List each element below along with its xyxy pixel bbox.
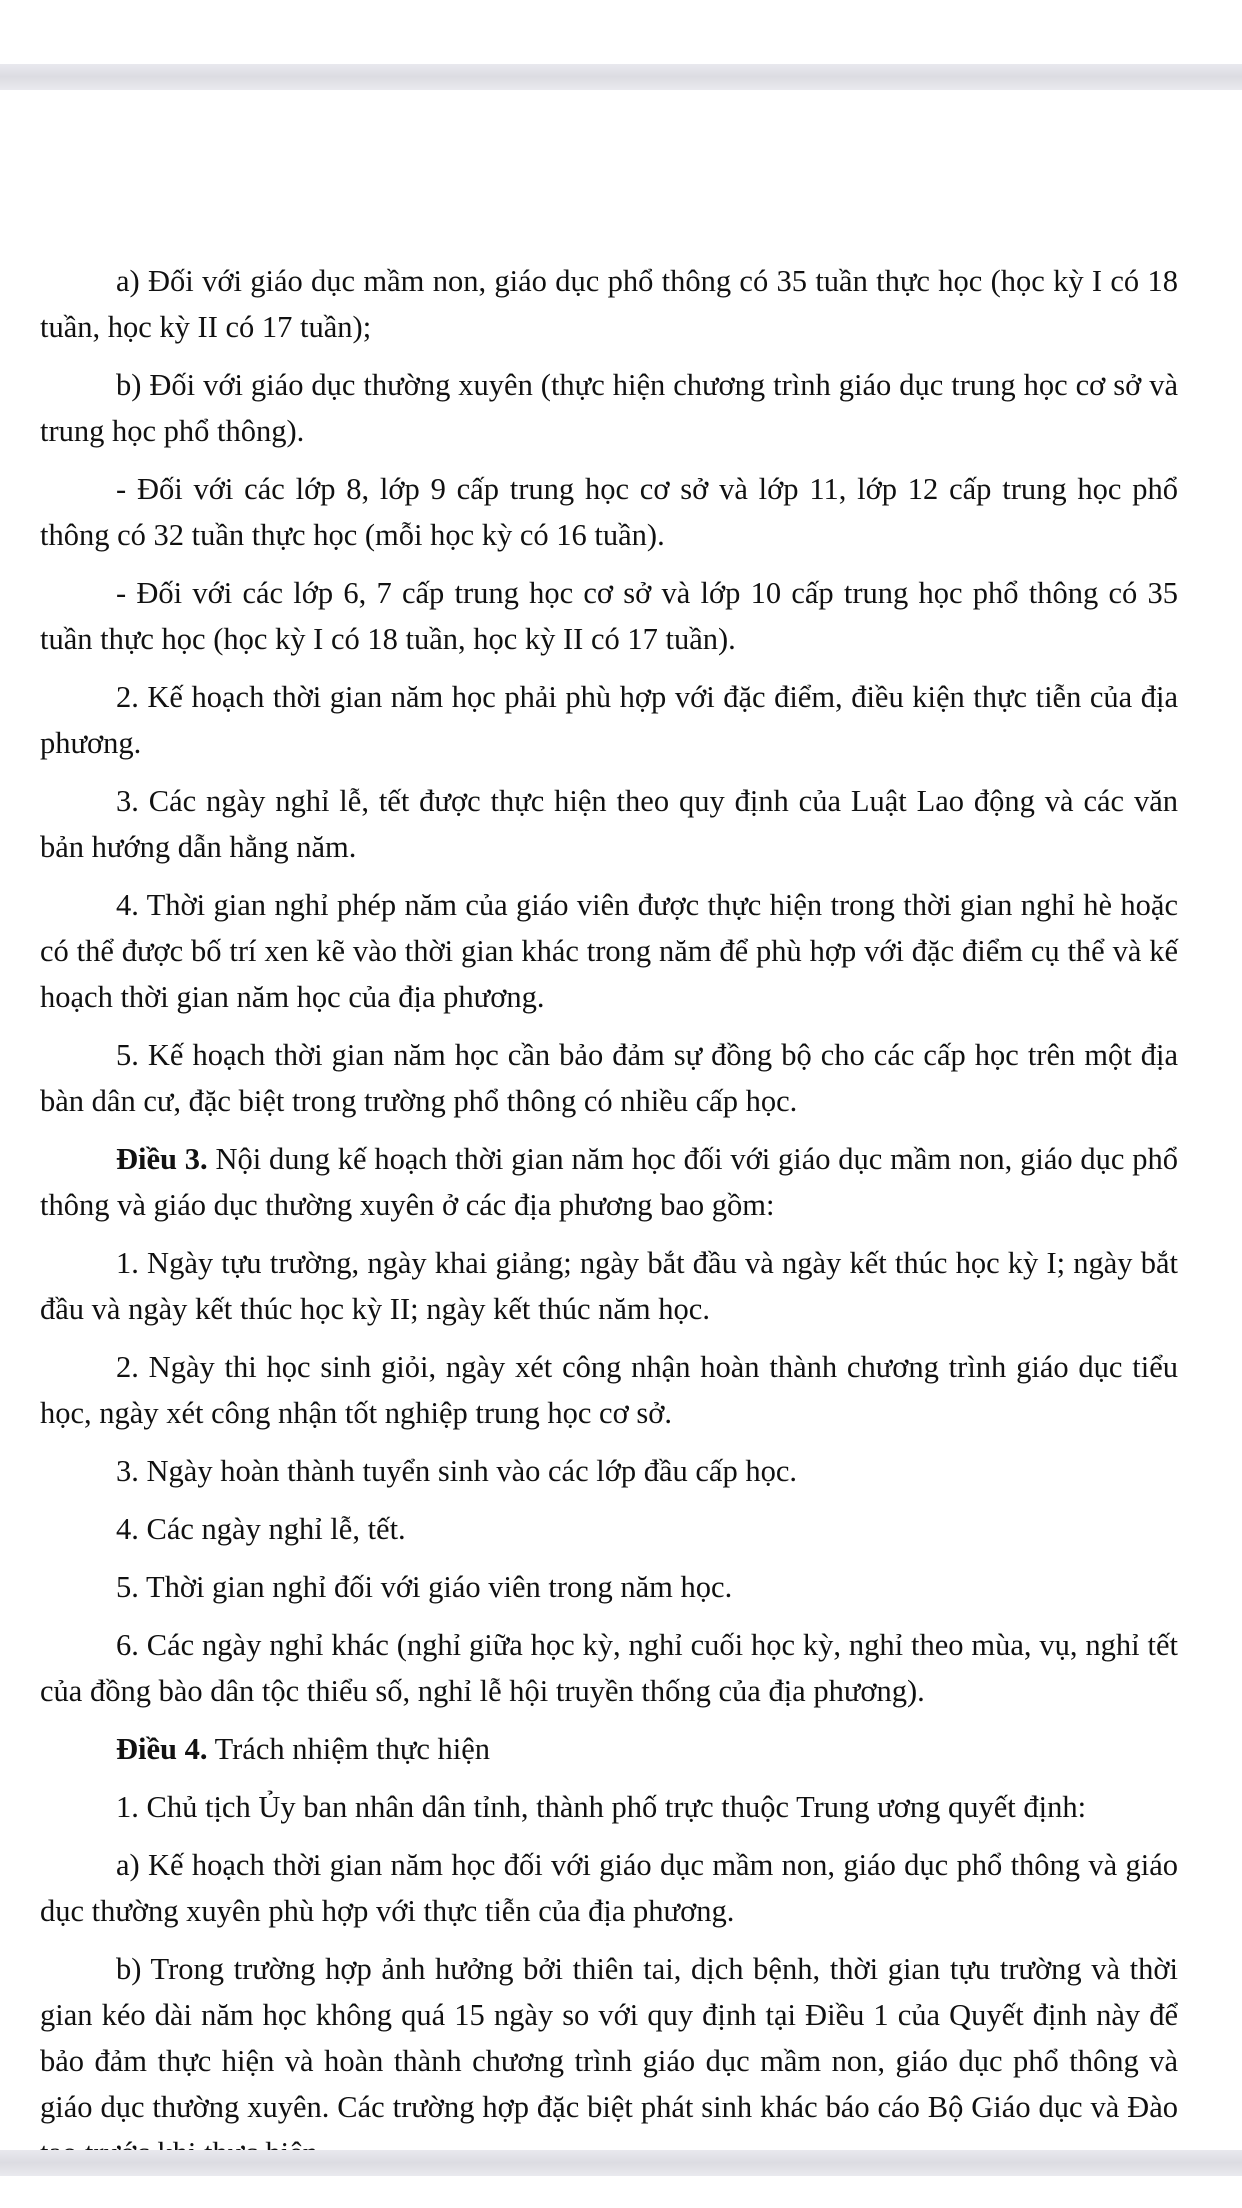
paragraph: 3. Các ngày nghỉ lễ, tết được thực hiện theo quy định của Luật Lao động và các văn bản hướng dẫn hằng năm. [40, 784, 1178, 864]
paragraph: 4. Các ngày nghỉ lễ, tết. [116, 1512, 406, 1546]
article-4-heading: Điều 4. [116, 1732, 208, 1766]
paragraph: 6. Các ngày nghỉ khác (nghỉ giữa học kỳ, nghỉ cuối học kỳ, nghỉ theo mùa, vụ, nghỉ tết của đồng bào dân tộc thiểu số, nghỉ lễ hội truyền thống của địa phương). [40, 1628, 1178, 1708]
paragraph: 2. Ngày thi học sinh giỏi, ngày xét công nhận hoàn thành chương trình giáo dục tiểu học, ngày xét công nhận tốt nghiệp trung học cơ sở. [40, 1350, 1178, 1430]
paragraph: b) Đối với giáo dục thường xuyên (thực hiện chương trình giáo dục trung học cơ sở và trung học phổ thông). [40, 368, 1178, 448]
document-body [40, 258, 1178, 2188]
paragraph: 3. Ngày hoàn thành tuyển sinh vào các lớp đầu cấp học. [116, 1454, 797, 1488]
paragraph: a) Kế hoạch thời gian năm học đối với giáo dục mầm non, giáo dục phổ thông và giáo dục thường xuyên phù hợp với thực tiễn của địa phương. [40, 1848, 1178, 1928]
paragraph: - Đối với các lớp 6, 7 cấp trung học cơ sở và lớp 10 cấp trung học phổ thông có 35 tuần thực học (học kỳ I có 18 tuần, học kỳ II có 17 tuần). [40, 576, 1178, 656]
top-scroll-bar [0, 64, 1242, 90]
paragraph: a) Đối với giáo dục mầm non, giáo dục phổ thông có 35 tuần thực học (học kỳ I có 18 tuần, học kỳ II có 17 tuần); [40, 264, 1178, 344]
paragraph: 5. Kế hoạch thời gian năm học cần bảo đảm sự đồng bộ cho các cấp học trên một địa bàn dân cư, đặc biệt trong trường phổ thông có nhiều cấp học. [40, 1038, 1178, 1118]
paragraph: 1. Chủ tịch Ủy ban nhân dân tỉnh, thành phố trực thuộc Trung ương quyết định: [116, 1790, 1087, 1824]
article-3-heading: Điều 3. [116, 1142, 208, 1176]
article-4-paragraph: Điều 4. Trách nhiệm thực hiện [116, 1732, 491, 1766]
paragraph: b) Trong trường hợp ảnh hưởng bởi thiên tai, dịch bệnh, thời gian tựu trường và thời gian kéo dài năm học không quá 15 ngày so với quy định tại Điều 1 của Quyết định này để bảo đảm thực hiện và hoàn thành chương trình giáo dục mầm non, giáo dục phổ thông và giáo dục thường xuyên. Các trường hợp đặc biệt phát sinh khác báo cáo Bộ Giáo dục và Đào [40, 1952, 1178, 2124]
paragraph: - Đối với các lớp 8, lớp 9 cấp trung học cơ sở và lớp 11, lớp 12 cấp trung học phổ thông có 32 tuần thực học (mỗi học kỳ có 16 tuần). [40, 472, 1178, 552]
paragraph: 4. Thời gian nghỉ phép năm của giáo viên được thực hiện trong thời gian nghỉ hè hoặc có thể được bố trí xen kẽ vào thời gian khác trong năm để phù hợp với đặc điểm cụ thể và kế hoạch thời gian năm học của địa phương. [40, 888, 1178, 1014]
paragraph: 2. Kế hoạch thời gian năm học phải phù hợp với đặc điểm, điều kiện thực tiễn của địa phương. [40, 680, 1178, 760]
article-3-paragraph: Điều 3. Nội dung kế hoạch thời gian năm học đối với giáo dục mầm non, giáo dục phổ thông và giáo dục thường xuyên ở các địa phương bao gồm: [40, 1142, 1178, 1222]
paragraph: 1. Ngày tựu trường, ngày khai giảng; ngày bắt đầu và ngày kết thúc học kỳ I; ngày bắt đầu và ngày kết thúc học kỳ II; ngày kết thúc năm học. [40, 1246, 1178, 1326]
bottom-scroll-bar [0, 2150, 1242, 2176]
paragraph: 5. Thời gian nghỉ đối với giáo viên trong năm học. [116, 1570, 733, 1604]
